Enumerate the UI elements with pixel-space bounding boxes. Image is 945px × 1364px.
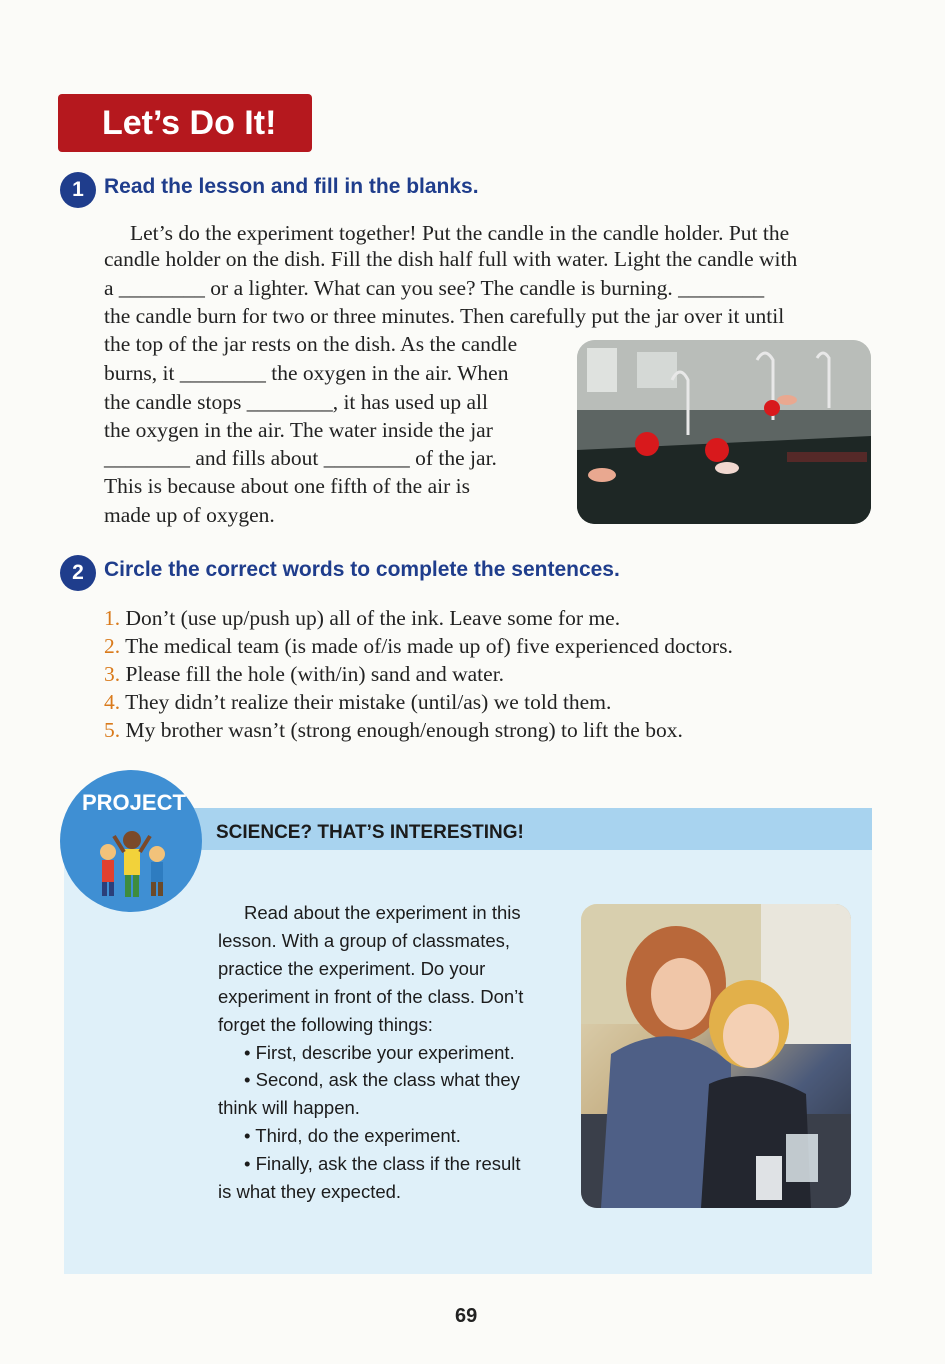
paragraph-line: candle holder on the dish. Fill the dish half full with water. Light the candle with	[104, 247, 798, 271]
project-line: forget the following things:	[218, 1014, 433, 1035]
project-line: think will happen.	[218, 1097, 360, 1118]
list-item	[104, 716, 683, 744]
project-bullet: • Third, do the experiment.	[244, 1125, 461, 1146]
project-title: SCIENCE? THAT’S INTERESTING!	[216, 822, 524, 843]
paragraph-line: the top of the jar rests on the dish. As the candle	[104, 332, 518, 356]
lab-illustration	[577, 340, 871, 524]
paragraph-line: a ________ or a lighter. What can you see? The candle is burning. ________	[104, 276, 765, 300]
item-text: My brother wasn’t (strong enough/enough strong) to lift the box.	[125, 718, 683, 742]
paragraph-line: the candle burn for two or three minutes. Then carefully put the jar over it until	[104, 304, 785, 328]
item-text: Please fill the hole (with/in) sand and water.	[125, 662, 505, 686]
lab-photo	[577, 340, 871, 524]
project-bullet: • First, describe your experiment.	[244, 1042, 515, 1063]
section-1-title: Read the lesson and fill in the blanks.	[104, 175, 479, 198]
project-bullet: • Second, ask the class what they	[244, 1069, 520, 1090]
item-text: Don’t (use up/push up) all of the ink. Leave some for me.	[125, 606, 621, 630]
paragraph-line: made up of oxygen.	[104, 503, 275, 527]
list-item	[104, 604, 620, 632]
lets-do-it-banner	[58, 94, 312, 152]
section-2-number: 2	[60, 555, 96, 591]
item-number: 5.	[104, 718, 121, 742]
project-badge-label: PROJECT	[82, 790, 186, 815]
section-2-title: Circle the correct words to complete the sentences.	[104, 558, 620, 581]
banner-title: Let’s Do It!	[102, 103, 277, 142]
section-1-number: 1	[60, 172, 96, 208]
item-text: They didn’t realize their mistake (until/as) we told them.	[125, 690, 612, 714]
project-line: is what they expected.	[218, 1181, 402, 1202]
paragraph-line: the oxygen in the air. The water inside the jar	[104, 418, 493, 442]
item-text: The medical team (is made of/is made up of) five experienced doctors.	[125, 634, 733, 658]
item-number: 4.	[104, 690, 121, 714]
list-item	[104, 632, 733, 660]
list-item	[104, 660, 504, 688]
paragraph-line: burns, it ________ the oxygen in the air. When	[104, 361, 509, 385]
item-number: 1.	[104, 606, 121, 630]
item-number: 3.	[104, 662, 121, 686]
paragraph-line: Let’s do the experiment together! Put the candle in the candle holder. Put the	[130, 221, 790, 245]
project-line: lesson. With a group of classmates,	[218, 930, 511, 951]
students-illustration	[581, 904, 851, 1208]
paragraph-line: ________ and fills about ________ of the jar.	[104, 446, 497, 470]
project-line: Read about the experiment in this	[244, 902, 521, 923]
project-line: practice the experiment. Do your	[218, 958, 486, 979]
item-number: 2.	[104, 634, 121, 658]
project-bullet: • Finally, ask the class if the result	[244, 1153, 521, 1174]
list-item	[104, 688, 611, 716]
students-photo	[581, 904, 851, 1208]
project-line: experiment in front of the class. Don’t	[218, 986, 524, 1007]
paragraph-line: the candle stops ________, it has used up all	[104, 390, 488, 414]
page-number: 69	[455, 1305, 478, 1327]
paragraph-line: This is because about one fifth of the air is	[104, 474, 470, 498]
